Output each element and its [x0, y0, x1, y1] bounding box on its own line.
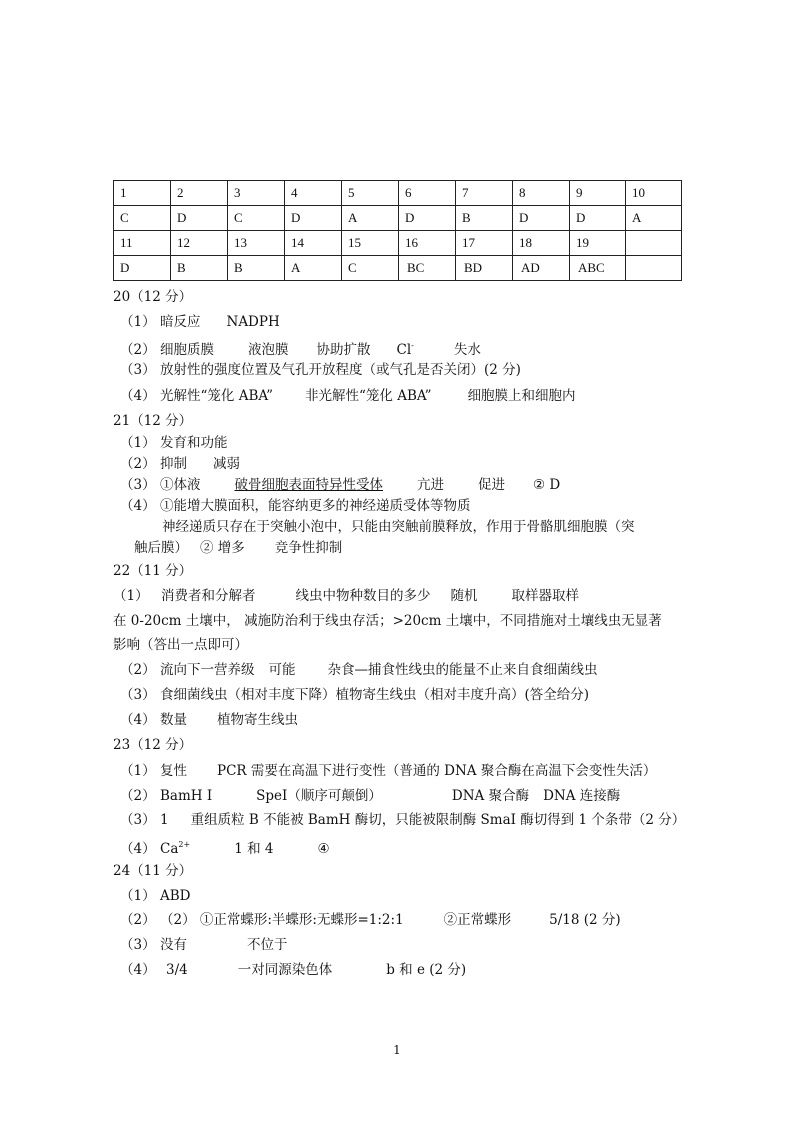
- table-row: [114, 256, 682, 281]
- table-cell: 3: [228, 181, 285, 206]
- page-number: 1: [393, 1043, 401, 1057]
- q22-line-4: （2） 流向下一营养级 可能 杂食—捕食性线虫的能量不止来自食细菌线虫: [120, 662, 598, 678]
- q23-line-4: （4） $Ca^{2+}$ 1 和 4 ④: [120, 840, 330, 857]
- q20-line-1: （1） 暗反应 NADPH: [120, 314, 280, 330]
- table-cell: D: [399, 206, 456, 231]
- table-cell: C: [114, 206, 171, 231]
- table-cell: 10: [626, 181, 682, 206]
- table-cell: 7: [456, 181, 513, 206]
- table-cell: B: [456, 206, 513, 231]
- q21-line-2: （2） 抑制 减弱: [120, 456, 240, 472]
- table-row: [114, 181, 682, 206]
- q23-line-3: （3） 1 重组质粒 B 不能被 BamH 酶切，只能被限制酶 SmaI 酶切得到 1 个条带（2 分）: [120, 812, 686, 828]
- q21-line-1: （1） 发育和功能: [120, 435, 228, 451]
- q24-line-4: （4） 3/4 一对同源染色体 b 和 e (2 分): [120, 962, 467, 978]
- table-cell: D: [114, 256, 171, 281]
- table-cell: [626, 256, 682, 281]
- table-row: [114, 206, 682, 231]
- table-cell: B: [171, 256, 228, 281]
- table-cell: 8: [513, 181, 570, 206]
- q21-title: 21（12 分）: [113, 413, 193, 429]
- q23-title: 23（12 分）: [113, 737, 193, 753]
- table-cell: BD: [456, 256, 513, 281]
- q20-title: 20（12 分）: [113, 289, 193, 305]
- q22-line-2: 在 0-20cm 土壤中， 减施防治利于线虫存活；>20cm 土壤中，不同措施对土壤线虫无显著: [113, 613, 662, 629]
- q24-title: 24（11 分）: [113, 863, 193, 879]
- table-cell: 18: [513, 231, 570, 256]
- table-cell: 17: [456, 231, 513, 256]
- table-cell: 2: [171, 181, 228, 206]
- q21-line-6: 触后膜） ② 增多 竞争性抑制: [134, 540, 343, 556]
- table-cell: A: [285, 256, 342, 281]
- q24-line-2: （2） （2） ①正常蝶形:半蝶形:无蝶形=1:2:1 ②正常蝶形 5/18 (2 分): [120, 912, 621, 928]
- q20-line-3: （3） 放射性的强度位置及气孔开放程度（或气孔是否关闭）(2 分): [120, 362, 521, 378]
- q21-line-4: （4） ①能增大膜面积，能容纳更多的神经递质受体等物质: [120, 498, 471, 514]
- table-cell: D: [570, 206, 626, 231]
- q22-line-3: 影响（答出一点即可）: [113, 637, 248, 653]
- q23-line-2: （2） BamH I SpeI（顺序可颠倒） DNA 聚合酶 DNA 连接酶: [120, 788, 621, 804]
- table-cell: 6: [399, 181, 456, 206]
- q21-line-3: （3） ①体液 破骨细胞表面特异性受体 亢进 促进 ② D: [120, 477, 561, 493]
- table-cell: 1: [114, 181, 171, 206]
- table-cell: 19: [570, 231, 626, 256]
- q24-line-3: （3） 没有 不位于: [120, 937, 288, 953]
- table-cell: ABC: [570, 256, 626, 281]
- q22-line-6: （4） 数量 植物寄生线虫: [120, 712, 298, 728]
- answer-table: [113, 180, 682, 281]
- q24-line-1: （1） ABD: [120, 888, 191, 904]
- table-cell: [626, 231, 682, 256]
- table-cell: 5: [342, 181, 399, 206]
- table-cell: 9: [570, 181, 626, 206]
- q22-line-5: （3） 食细菌线虫（相对丰度下降）植物寄生线虫（相对丰度升高）(答全给分): [120, 687, 590, 703]
- table-cell: A: [342, 206, 399, 231]
- table-cell: 13: [228, 231, 285, 256]
- table-cell: C: [342, 256, 399, 281]
- table-cell: 11: [114, 231, 171, 256]
- table-cell: 12: [171, 231, 228, 256]
- table-cell: 16: [399, 231, 456, 256]
- table-cell: C: [228, 206, 285, 231]
- table-cell: B: [228, 256, 285, 281]
- q20-line-4: （4） 光解性“笼化 ABA” 非光解性“笼化 ABA” 细胞膜上和细胞内: [120, 388, 576, 404]
- table-cell: D: [285, 206, 342, 231]
- q21-line-5: 神经递质只存在于突触小泡中，只能由突触前膜释放，作用于骨骼肌细胞膜（突: [162, 519, 635, 535]
- table-cell: 14: [285, 231, 342, 256]
- table-cell: D: [513, 206, 570, 231]
- q20-line-2: （2） 细胞质膜 液泡膜 协助扩散 Cl- 失水: [120, 341, 481, 358]
- table-cell: A: [626, 206, 682, 231]
- table-cell: D: [171, 206, 228, 231]
- table-row: [114, 231, 682, 256]
- q22-title: 22（11 分）: [113, 563, 193, 579]
- q23-line-1: （1） 复性 PCR 需要在高温下进行变性（普通的 DNA 聚合酶在高温下会变性失活）: [120, 763, 657, 779]
- table-cell: 15: [342, 231, 399, 256]
- table-cell: BC: [399, 256, 456, 281]
- q22-line-1: （1） 消费者和分解者 线虫中物种数目的多少 随机 取样器取样: [113, 588, 579, 604]
- table-cell: 4: [285, 181, 342, 206]
- table-cell: AD: [513, 256, 570, 281]
